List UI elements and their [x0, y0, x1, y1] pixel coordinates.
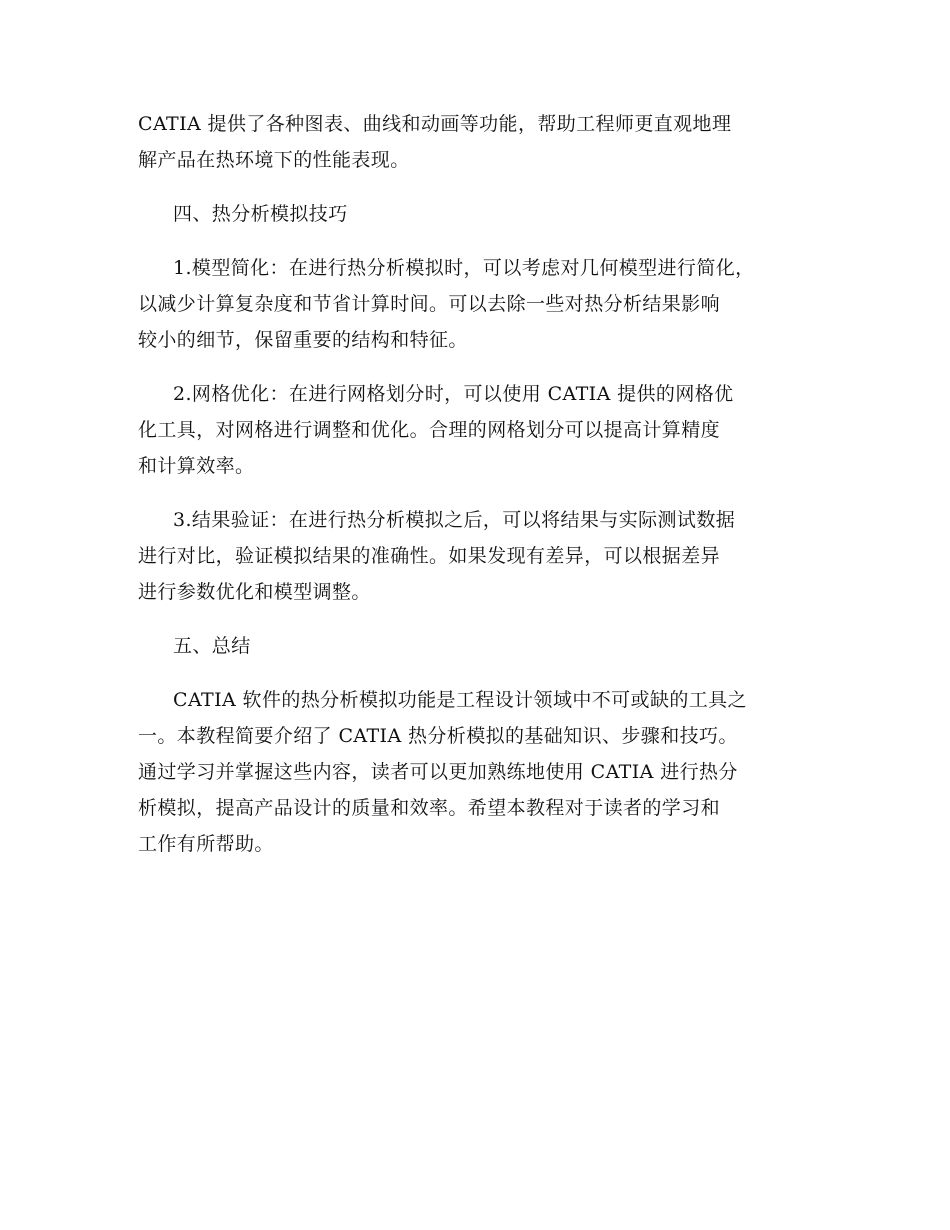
tip-2-paragraph [138, 376, 828, 484]
paragraph-line: 析模拟，提高产品设计的质量和效率。希望本教程对于读者的学习和 [138, 797, 721, 819]
summary-paragraph [138, 682, 828, 862]
paragraph-line: 3.结果验证：在进行热分析模拟之后，可以将结果与实际测试数据 [173, 509, 736, 531]
paragraph-line: 2.网格优化：在进行网格划分时，可以使用 CATIA 提供的网格优 [173, 383, 734, 405]
paragraph-line: 解产品在热环境下的性能表现。 [138, 149, 410, 171]
paragraph-line: 进行参数优化和模型调整。 [138, 581, 371, 603]
paragraph-line: CATIA 提供了各种图表、曲线和动画等功能，帮助工程师更直观地理 [138, 113, 732, 135]
section-5-heading: 五、总结 [173, 635, 251, 657]
paragraph-line: 进行对比，验证模拟结果的准确性。如果发现有差异，可以根据差异 [138, 545, 721, 567]
paragraph-line: CATIA 软件的热分析模拟功能是工程设计领域中不可或缺的工具之 [173, 689, 747, 711]
section-4-heading: 四、热分析模拟技巧 [173, 203, 348, 225]
paragraph-line: 较小的细节，保留重要的结构和特征。 [138, 329, 468, 351]
paragraph-line: 化工具，对网格进行调整和优化。合理的网格划分可以提高计算精度 [138, 419, 721, 441]
paragraph-line: 通过学习并掌握这些内容，读者可以更加熟练地使用 CATIA 进行热分 [138, 761, 738, 783]
paragraph-line: 以减少计算复杂度和节省计算时间。可以去除一些对热分析结果影响 [138, 293, 721, 315]
document-body [138, 106, 828, 880]
paragraph-line: 和计算效率。 [138, 455, 255, 477]
tip-3-paragraph [138, 502, 828, 610]
intro-paragraph [138, 106, 828, 178]
paragraph-line: 1.模型简化：在进行热分析模拟时，可以考虑对几何模型进行简化， [173, 257, 755, 279]
tip-1-paragraph [138, 250, 828, 358]
paragraph-line: 工作有所帮助。 [138, 833, 274, 855]
paragraph-line: 一。本教程简要介绍了 CATIA 热分析模拟的基础知识、步骤和技巧。 [138, 725, 738, 747]
